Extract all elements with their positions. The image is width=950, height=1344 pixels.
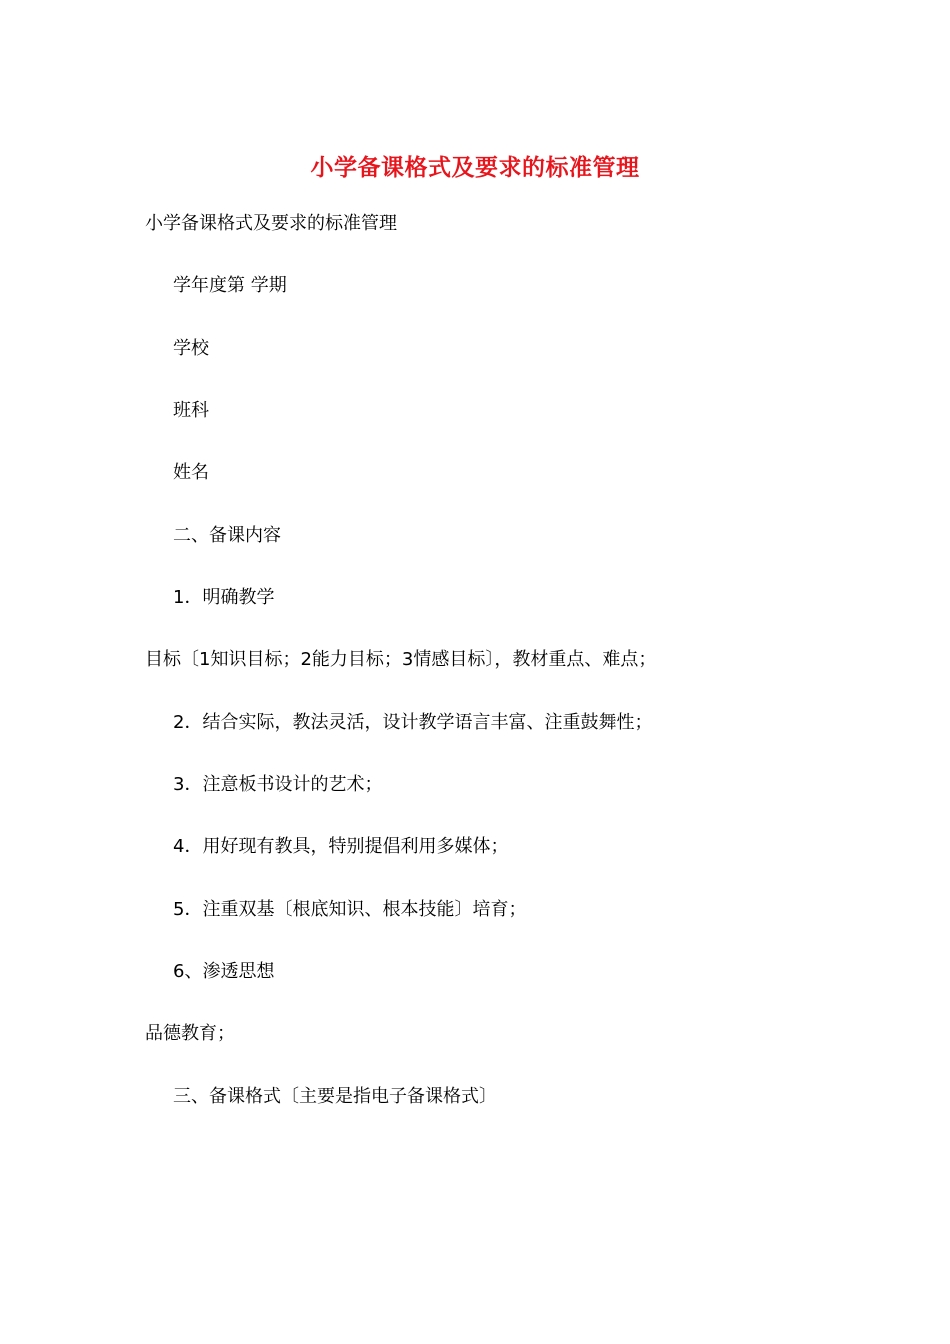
subtitle-line: 小学备课格式及要求的标准管理 xyxy=(145,213,397,234)
list-item: 2．结合实际，教法灵活，设计教学语言丰富、注重鼓舞性； xyxy=(173,712,653,733)
document-title: 小学备课格式及要求的标准管理 xyxy=(310,154,640,181)
list-item-continuation: 品德教育； xyxy=(145,1023,235,1044)
name-line: 姓名 xyxy=(173,462,209,483)
section-heading: 三、备课格式〔主要是指电子备课格式〕 xyxy=(173,1086,497,1107)
list-item-continuation: 目标〔1知识目标；2能力目标；3情感目标〕，教材重点、难点； xyxy=(145,649,657,670)
list-item: 4．用好现有教具，特别提倡利用多媒体； xyxy=(173,836,509,857)
class-subject-line: 班科 xyxy=(173,400,209,421)
list-item: 3．注意板书设计的艺术； xyxy=(173,774,383,795)
list-item: 5．注重双基〔根底知识、根本技能〕培育； xyxy=(173,899,527,920)
list-item: 6、渗透思想 xyxy=(173,961,275,982)
section-heading: 二、备课内容 xyxy=(173,525,281,546)
school-line: 学校 xyxy=(173,338,209,359)
list-item: 1．明确教学 xyxy=(173,587,275,608)
school-year-line: 学年度第 学期 xyxy=(173,275,287,296)
